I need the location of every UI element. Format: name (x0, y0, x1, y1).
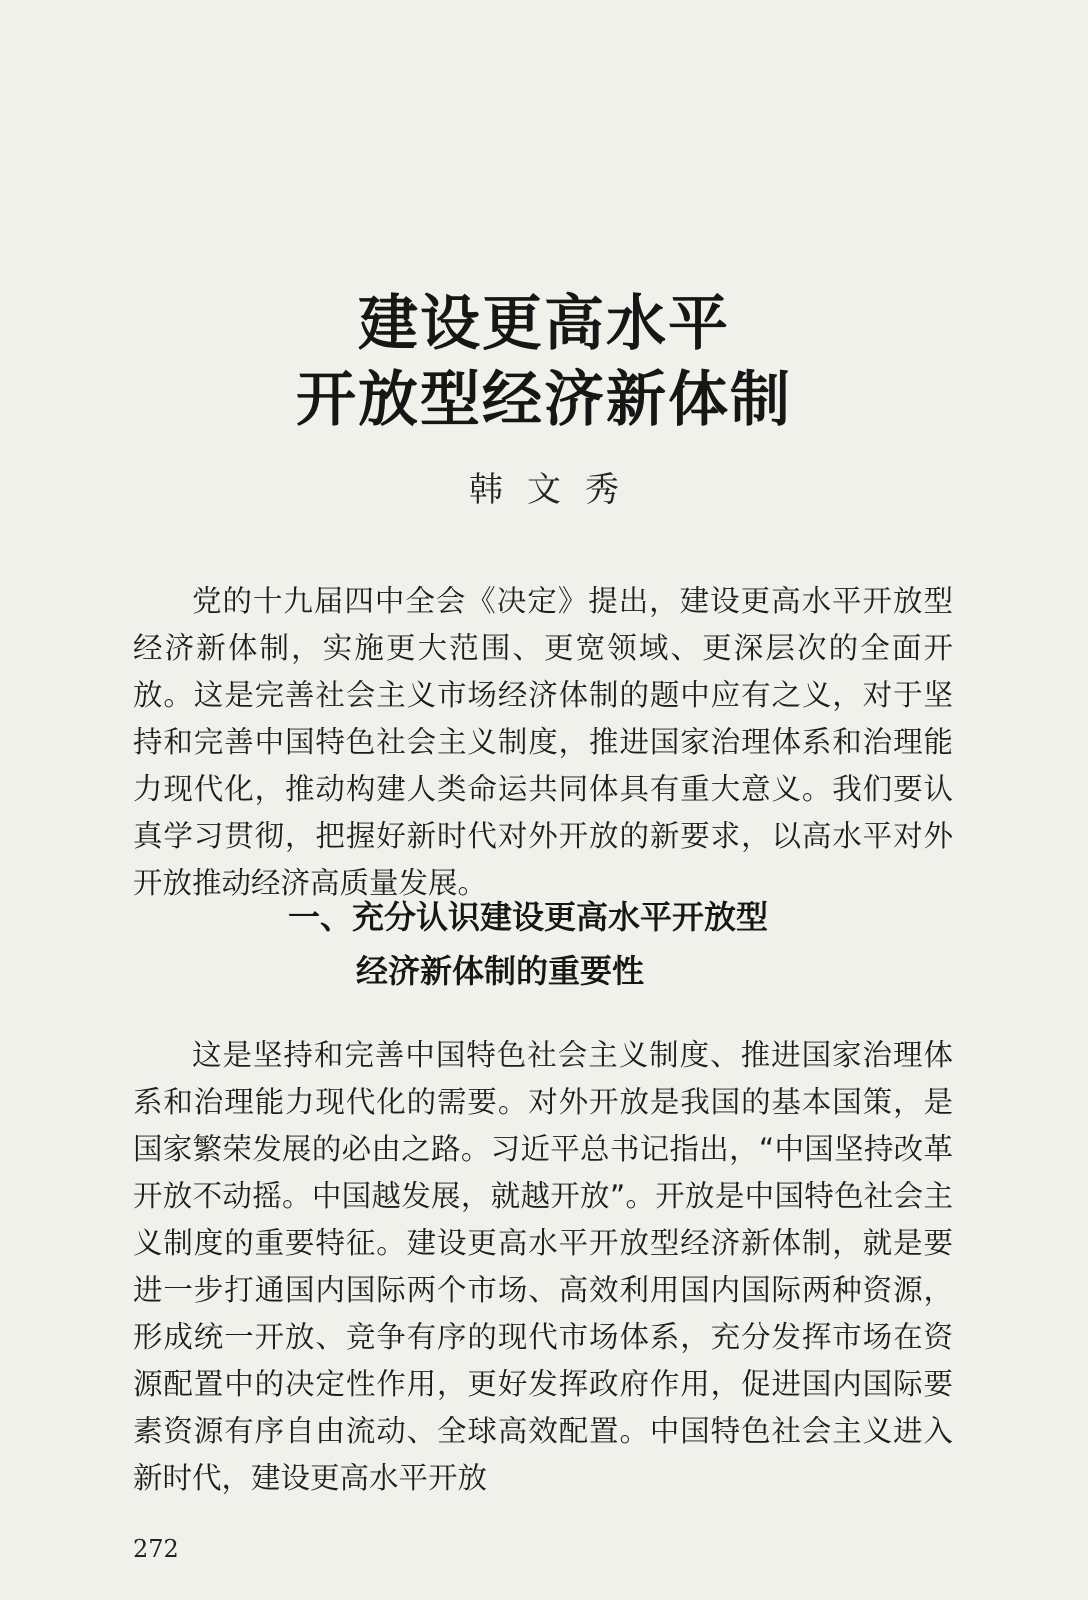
section-heading-line-2: 经济新体制的重要性 (356, 952, 645, 990)
article-author: 韩文秀 (469, 470, 643, 510)
intro-paragraph: 党的十九届四中全会《决定》提出，建设更高水平开放型经济新体制，实施更大范围、更宽领域、更深层次的全面开放。这是完善社会主义市场经济体制的题中应有之义，对于坚持和完善中国特色社会主义制度，推进国家治理体系和治理能力现代化，推动构建人类命运共同体具有重大意义。我们要认真学习贯彻，把握好新时代对外开放的新要求，以高水平对外开放推动经济高质量发展。 (133, 584, 953, 900)
article-title-line-2: 开放型经济新体制 (296, 365, 792, 435)
page-number: 272 (133, 1535, 179, 1563)
section1-paragraph: 这是坚持和完善中国特色社会主义制度、推进国家治理体系和治理能力现代化的需要。对外开放是我国的基本国策，是国家繁荣发展的必由之路。习近平总书记指出，“中国坚持改革开放不动摇。中国越发展，就越开放”。开放是中国特色社会主义制度的重要特征。建设更高水平开放型经济新体制，就是要进一步打通国内国际两个市场、高效利用国内国际两种资源，形成统一开放、竞争有序的现代市场体系，充分发挥市场在资源配置中的决定性作用，更好发挥政府作用，促进国内国际要素资源有序自由流动、全球高效配置。中国特色社会主义进入新时代，建设更高水平开放 (133, 1038, 953, 1495)
article-title-line-1: 建设更高水平 (358, 289, 730, 359)
section-heading-line-1: 一、充分认识建设更高水平开放型 (288, 898, 769, 936)
